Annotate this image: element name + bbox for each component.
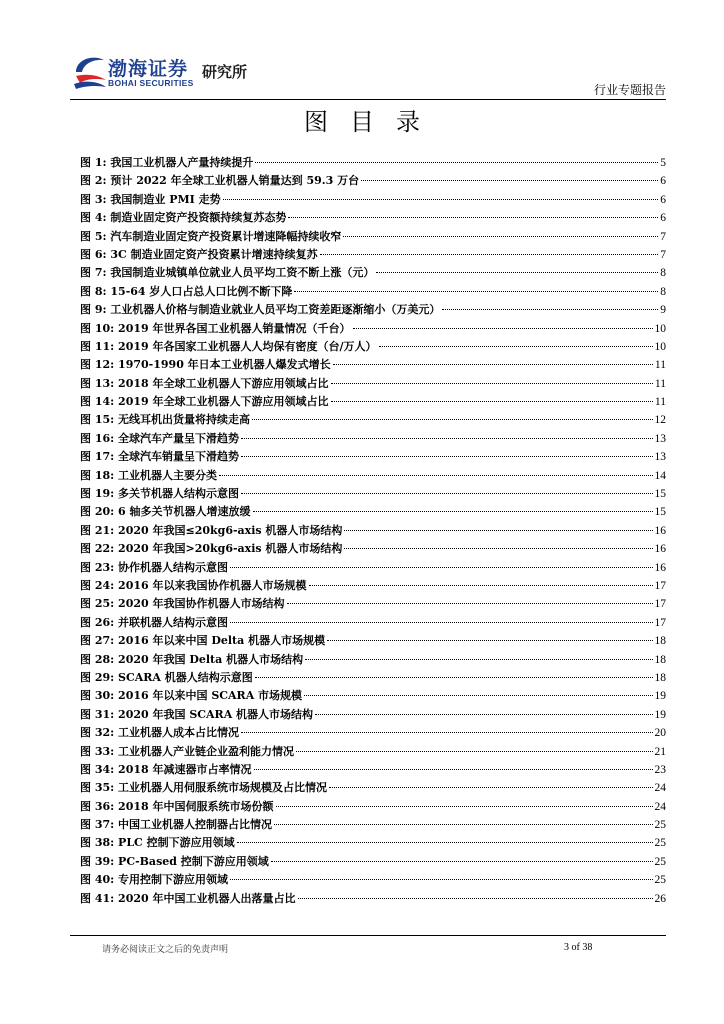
toc-entry-number: 图 32:: [80, 726, 115, 740]
toc-entry-title: 工业机器人主要分类: [118, 468, 218, 482]
toc-entry-page: 16: [654, 543, 666, 556]
toc-entry-title: 2016 年以来中国 Delta 机器人市场规模: [118, 634, 326, 648]
toc-leader-dots: [305, 659, 652, 660]
toc-entry-number: 图 9:: [80, 303, 107, 317]
toc-entry-title: 3C 制造业固定资产投资累计增速持续复苏: [110, 247, 318, 261]
toc-leader-dots: [230, 879, 652, 880]
toc-entry-number: 图 7:: [80, 266, 107, 280]
toc-entry-title: 预计 2022 年全球工业机器人销量达到 59.3 万台: [110, 174, 360, 188]
toc-entry-number: 图 33:: [80, 744, 115, 758]
toc-entry[interactable]: [80, 246, 666, 264]
toc-entry-number: 图 16:: [80, 431, 115, 445]
toc-entry[interactable]: [80, 577, 666, 595]
toc-entry-page: 13: [654, 432, 666, 445]
toc-leader-dots: [255, 162, 658, 163]
toc-entry-page: 11: [654, 377, 666, 390]
toc-entry-title: 并联机器人结构示意图: [118, 615, 229, 629]
toc-entry-number: 图 39:: [80, 854, 115, 868]
toc-entry-page: 25: [654, 874, 666, 887]
toc-leader-dots: [254, 769, 653, 770]
toc-entry-page: 17: [654, 616, 666, 629]
toc-entry-page: 17: [654, 598, 666, 611]
toc-entry-page: 6: [660, 212, 666, 225]
toc-entry[interactable]: [80, 375, 666, 393]
toc-leader-dots: [320, 254, 659, 255]
toc-entry[interactable]: [80, 834, 666, 852]
toc-entry-title: 专用控制下游应用领域: [118, 873, 229, 887]
toc-entry-page: 8: [660, 267, 666, 280]
toc-leader-dots: [296, 751, 652, 752]
toc-entry-title: 工业机器人成本占比情况: [118, 726, 240, 740]
toc-entry-title: SCARA 机器人结构示意图: [118, 670, 253, 684]
toc-entry-number: 图 23:: [80, 560, 115, 574]
toc-entry-title: 工业机器人用伺服系统市场规模及占比情况: [118, 781, 328, 795]
toc-entry-title: 2020 年我国 SCARA 机器人市场结构: [118, 707, 314, 721]
toc-entry-number: 图 12:: [80, 358, 115, 372]
toc-entry[interactable]: [80, 651, 666, 669]
toc-leader-dots: [288, 217, 658, 218]
toc-entry-title: 无线耳机出货量将持续走高: [118, 413, 251, 427]
toc-entry-number: 图 11:: [80, 339, 115, 353]
toc-entry-number: 图 27:: [80, 634, 115, 648]
toc-leader-dots: [241, 493, 652, 494]
toc-entry-number: 图 29:: [80, 670, 115, 684]
toc-entry[interactable]: [80, 430, 666, 448]
footer-disclaimer: 请务必阅读正文之后的免责声明: [102, 945, 229, 955]
toc-entry-title: 1970-1990 年日本工业机器人爆发式增长: [118, 358, 331, 372]
toc-entry[interactable]: [80, 614, 666, 632]
toc-entry[interactable]: [80, 595, 666, 613]
toc-entry[interactable]: [80, 761, 666, 779]
toc-entry-page: 21: [654, 745, 666, 758]
toc-entry[interactable]: [80, 503, 666, 521]
toc-entry-title: 工业机器人价格与制造业就业人员平均工资差距逐渐缩小（万美元）: [110, 303, 441, 317]
toc-entry-title: 2019 年各国家工业机器人人均保有密度（台/万人）: [118, 339, 377, 353]
toc-leader-dots: [223, 199, 659, 200]
toc-entry-page: 8: [660, 285, 666, 298]
toc-entry-title: 2019 年全球工业机器人下游应用领域占比: [118, 395, 329, 409]
toc-entry-title: 2020 年我国协作机器人市场结构: [118, 597, 285, 611]
toc-entry-page: 9: [660, 304, 666, 317]
logo-chinese-name: 渤海证券: [108, 58, 189, 80]
toc-leader-dots: [253, 511, 653, 512]
toc-entry[interactable]: [80, 632, 666, 650]
toc-entry-number: 图 3:: [80, 192, 107, 206]
toc-leader-dots: [315, 714, 652, 715]
toc-leader-dots: [241, 456, 652, 457]
toc-entry-page: 19: [654, 690, 666, 703]
toc-entry-number: 图 40:: [80, 873, 115, 887]
toc-entry-number: 图 13:: [80, 376, 115, 390]
toc-leader-dots: [442, 309, 658, 310]
toc-entry-title: 我国工业机器人产量持续提升: [110, 156, 254, 169]
toc-entry-page: 14: [654, 469, 666, 482]
toc-entry-number: 图 4:: [80, 211, 107, 225]
toc-entry-title: 汽车制造业固定资产投资累计增速降幅持续收窄: [110, 229, 342, 243]
toc-entry-title: PC-Based 控制下游应用领域: [118, 854, 269, 868]
page-header: [70, 52, 666, 100]
logo-department: 研究所: [202, 63, 248, 81]
toc-entry[interactable]: [80, 228, 666, 246]
toc-entry[interactable]: [80, 687, 666, 705]
toc-entry[interactable]: [80, 320, 666, 338]
toc-entry-title: 多关节机器人结构示意图: [118, 487, 240, 501]
toc-leader-dots: [353, 328, 653, 329]
logo-english-name: BOHAI SECURITIES: [108, 78, 194, 88]
toc-entry[interactable]: [80, 264, 666, 282]
toc-entry-number: 图 35:: [80, 781, 115, 795]
toc-entry[interactable]: [80, 706, 666, 724]
toc-entry-number: 图 17:: [80, 450, 115, 464]
toc-leader-dots: [304, 695, 652, 696]
footer-page-number: 3 of 38: [564, 942, 593, 953]
toc-leader-dots: [271, 861, 653, 862]
toc-entry-title: 中国工业机器人控制器占比情况: [118, 818, 273, 832]
toc-entry-page: 25: [654, 855, 666, 868]
toc-leader-dots: [331, 383, 653, 384]
toc-entry-number: 图 36:: [80, 799, 115, 813]
toc-entry-number: 图 28:: [80, 652, 115, 666]
toc-entry-number: 图 21:: [80, 523, 115, 537]
toc-entry-number: 图 26:: [80, 615, 115, 629]
toc-entry-title: 工业机器人产业链企业盈利能力情况: [118, 744, 295, 758]
toc-leader-dots: [252, 419, 652, 420]
toc-entry-number: 图 30:: [80, 689, 115, 703]
report-type-label: 行业专题报告: [593, 83, 666, 97]
toc-leader-dots: [219, 475, 652, 476]
toc-entry[interactable]: [80, 853, 666, 871]
toc-entry[interactable]: [80, 890, 666, 908]
toc-entry-page: 10: [654, 340, 666, 353]
toc-entry-title: 2019 年世界各国工业机器人销量情况（千台）: [118, 321, 351, 335]
toc-entry-title: 2020 年我国>20kg6-axis 机器人市场结构: [118, 542, 343, 556]
toc-entry-page: 15: [654, 506, 666, 519]
toc-leader-dots: [344, 530, 652, 531]
toc-entry[interactable]: [80, 467, 666, 485]
toc-entry-title: 协作机器人结构示意图: [118, 560, 229, 574]
toc-entry-page: 26: [654, 892, 666, 905]
toc-entry[interactable]: [80, 669, 666, 687]
toc-entry[interactable]: [80, 779, 666, 797]
toc-entry-page: 5: [660, 157, 666, 169]
toc-entry-page: 16: [654, 524, 666, 537]
toc-leader-dots: [376, 272, 658, 273]
toc-entry-number: 图 10:: [80, 321, 115, 335]
toc-entry-number: 图 31:: [80, 707, 115, 721]
toc-entry-page: 25: [654, 837, 666, 850]
toc-entry-title: 2018 年中国伺服系统市场份额: [118, 799, 274, 813]
toc-entry-page: 6: [660, 175, 666, 188]
toc-entry-page: 19: [654, 708, 666, 721]
footer-divider: [70, 935, 666, 936]
toc-leader-dots: [255, 677, 653, 678]
toc-entry[interactable]: [80, 301, 666, 319]
toc-entry-number: 图 37:: [80, 818, 115, 832]
toc-leader-dots: [241, 438, 652, 439]
toc-entry-number: 图 20:: [80, 505, 115, 519]
toc-entry-title: 15-64 岁人口占总人口比例不断下降: [110, 284, 293, 298]
toc-leader-dots: [276, 806, 653, 807]
toc-entry-title: 2018 年全球工业机器人下游应用领域占比: [118, 376, 329, 390]
toc-entry[interactable]: [80, 871, 666, 889]
toc-entry-title: 2016 年以来中国 SCARA 市场规模: [118, 689, 303, 703]
toc-entry-page: 10: [654, 322, 666, 335]
toc-entry-number: 图 5:: [80, 229, 107, 243]
toc-entry-number: 图 22:: [80, 542, 115, 556]
toc-leader-dots: [379, 346, 653, 347]
toc-entry-page: 11: [654, 396, 666, 409]
toc-entry-page: 23: [654, 763, 666, 776]
page-title: 图目录: [304, 108, 442, 136]
toc-entry[interactable]: [80, 172, 666, 190]
toc-entry-title: 2020 年我国 Delta 机器人市场结构: [118, 652, 304, 666]
toc-leader-dots: [333, 364, 653, 365]
toc-entry-title: 全球汽车产量呈下滑趋势: [118, 431, 240, 445]
toc-entry-page: 11: [654, 359, 666, 372]
toc-entry-page: 25: [654, 819, 666, 832]
toc-entry-number: 图 34:: [80, 762, 115, 776]
toc-entry[interactable]: [80, 209, 666, 227]
toc-entry[interactable]: [80, 559, 666, 577]
toc-entry-title: 我国制造业城镇单位就业人员平均工资不断上涨（元）: [110, 266, 375, 280]
toc-entry-title: 全球汽车销量呈下滑趋势: [118, 450, 240, 464]
toc-leader-dots: [344, 548, 652, 549]
toc-entry-page: 7: [660, 248, 666, 261]
toc-leader-dots: [327, 640, 652, 641]
toc-leader-dots: [294, 291, 658, 292]
toc-entry[interactable]: [80, 816, 666, 834]
toc-leader-dots: [298, 898, 653, 899]
toc-leader-dots: [343, 236, 658, 237]
toc-entry-title: PLC 控制下游应用领域: [118, 836, 235, 850]
toc-entry-number: 图 19:: [80, 487, 115, 501]
toc-leader-dots: [331, 401, 653, 402]
toc-entry-number: 图 6:: [80, 247, 107, 261]
toc-entry-page: 6: [660, 193, 666, 206]
toc-leader-dots: [309, 585, 653, 586]
toc-entry-page: 24: [654, 782, 666, 795]
toc-entry-number: 图 8:: [80, 284, 107, 298]
toc-entry[interactable]: [80, 393, 666, 411]
toc-entry[interactable]: [80, 356, 666, 374]
toc-entry-number: 图 14:: [80, 395, 115, 409]
toc-entry[interactable]: [80, 522, 666, 540]
toc-entry-page: 13: [654, 451, 666, 464]
toc-entry-page: 7: [660, 230, 666, 243]
toc-entry[interactable]: [80, 743, 666, 761]
bohai-logo-icon: [70, 52, 110, 90]
toc-entry[interactable]: [80, 448, 666, 466]
toc-entry-number: 图 25:: [80, 597, 115, 611]
toc-leader-dots: [274, 824, 652, 825]
toc-entry-number: 图 2:: [80, 174, 107, 188]
toc-entry-title: 我国制造业 PMI 走势: [110, 192, 221, 206]
header-divider: [70, 99, 666, 100]
toc-entry-number: 图 18:: [80, 468, 115, 482]
toc-entry[interactable]: [80, 485, 666, 503]
toc-entry[interactable]: [80, 798, 666, 816]
toc-leader-dots: [237, 842, 653, 843]
toc-entry-page: 24: [654, 800, 666, 813]
toc-entry-number: 图 1:: [80, 156, 107, 169]
toc-entry-number: 图 15:: [80, 413, 115, 427]
figure-list: [80, 154, 666, 908]
toc-entry-page: 20: [654, 727, 666, 740]
toc-leader-dots: [230, 567, 652, 568]
toc-entry-title: 2016 年以来我国协作机器人市场规模: [118, 578, 307, 592]
toc-leader-dots: [230, 622, 652, 623]
toc-entry-number: 图 24:: [80, 578, 115, 592]
toc-entry-title: 制造业固定资产投资额持续复苏态势: [110, 211, 287, 225]
toc-entry-page: 18: [654, 635, 666, 648]
toc-entry[interactable]: [80, 338, 666, 356]
toc-entry-number: 图 41:: [80, 891, 115, 905]
toc-entry-page: 17: [654, 579, 666, 592]
toc-entry[interactable]: [80, 154, 666, 172]
toc-entry-number: 图 38:: [80, 836, 115, 850]
toc-entry-page: 16: [654, 561, 666, 574]
toc-leader-dots: [361, 180, 658, 181]
toc-entry-page: 18: [654, 653, 666, 666]
toc-entry-page: 12: [654, 414, 666, 427]
toc-entry-page: 18: [654, 671, 666, 684]
toc-leader-dots: [241, 732, 652, 733]
toc-entry[interactable]: [80, 540, 666, 558]
toc-entry-title: 2020 年我国≤20kg6-axis 机器人市场结构: [118, 523, 343, 537]
toc-entry[interactable]: [80, 411, 666, 429]
toc-entry-title: 2018 年减速器市占率情况: [118, 762, 252, 776]
toc-entry[interactable]: [80, 283, 666, 301]
toc-leader-dots: [287, 603, 653, 604]
toc-entry-title: 6 轴多关节机器人增速放缓: [118, 505, 251, 519]
toc-entry-title: 2020 年中国工业机器人出落量占比: [118, 891, 296, 905]
toc-entry[interactable]: [80, 724, 666, 742]
toc-entry[interactable]: [80, 191, 666, 209]
toc-leader-dots: [329, 787, 652, 788]
toc-entry-page: 15: [654, 488, 666, 501]
